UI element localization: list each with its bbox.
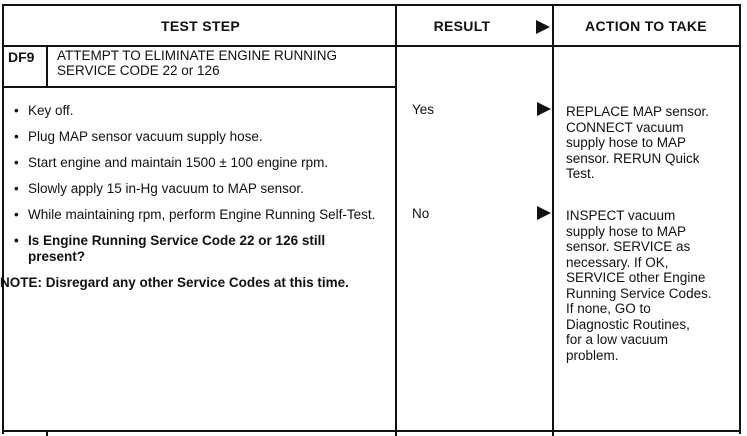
column-divider-1 bbox=[395, 4, 397, 436]
bullet-icon: • bbox=[14, 129, 19, 144]
bottom-rule bbox=[4, 430, 741, 432]
instruction-item: • While maintaining rpm, perform Engine Running Self-Test. bbox=[14, 207, 376, 222]
step-title-line-2: SERVICE CODE 22 or 126 bbox=[57, 63, 220, 78]
header-result: RESULT bbox=[397, 6, 527, 47]
header-test-step: TEST STEP bbox=[4, 6, 397, 47]
instruction-item: • Plug MAP sensor vacuum supply hose. bbox=[14, 129, 263, 144]
arrow-right-icon bbox=[537, 206, 551, 220]
step-code: DF9 bbox=[8, 49, 35, 65]
action-yes: REPLACE MAP sensor. CONNECT vacuum supply hose to MAP sensor. RERUN Quick Test. bbox=[566, 104, 710, 181]
step-title-divider bbox=[4, 86, 397, 88]
bullet-icon: • bbox=[14, 207, 19, 222]
header-arrow-icon bbox=[536, 20, 550, 34]
bullet-icon: • bbox=[14, 103, 19, 118]
instruction-item: • Key off. bbox=[14, 103, 74, 118]
bullet-icon: • bbox=[14, 233, 19, 248]
bullet-icon: • bbox=[14, 155, 19, 170]
instruction-list bbox=[0, 103, 384, 301]
instruction-question: • Is Engine Running Service Code 22 or 126 still present? bbox=[14, 233, 326, 264]
step-title-line-1: ATTEMPT TO ELIMINATE ENGINE RUNNING bbox=[57, 48, 338, 63]
header-divider bbox=[4, 45, 741, 47]
column-divider-2 bbox=[552, 4, 554, 436]
result-no: No bbox=[412, 206, 430, 221]
bottom-tick bbox=[46, 430, 48, 436]
arrow-right-icon bbox=[537, 102, 551, 116]
instruction-item: • Start engine and maintain 1500 ± 100 engine rpm. bbox=[14, 155, 329, 170]
bullet-icon: • bbox=[14, 181, 19, 196]
result-yes: Yes bbox=[412, 102, 435, 117]
code-cell-divider bbox=[46, 45, 48, 87]
instruction-item: • Slowly apply 15 in-Hg vacuum to MAP sensor. bbox=[14, 181, 304, 196]
step-title bbox=[57, 48, 387, 78]
header-action: ACTION TO TAKE bbox=[553, 6, 739, 47]
action-no: INSPECT vacuum supply hose to MAP sensor. SERVICE as necessary. If OK, SERVICE other Engine Running Service Codes. If none, GO to Diagnostic Routines, for a low vacuum problem. bbox=[566, 208, 712, 363]
note-text: NOTE: Disregard any other Service Codes at this time. bbox=[0, 275, 349, 290]
